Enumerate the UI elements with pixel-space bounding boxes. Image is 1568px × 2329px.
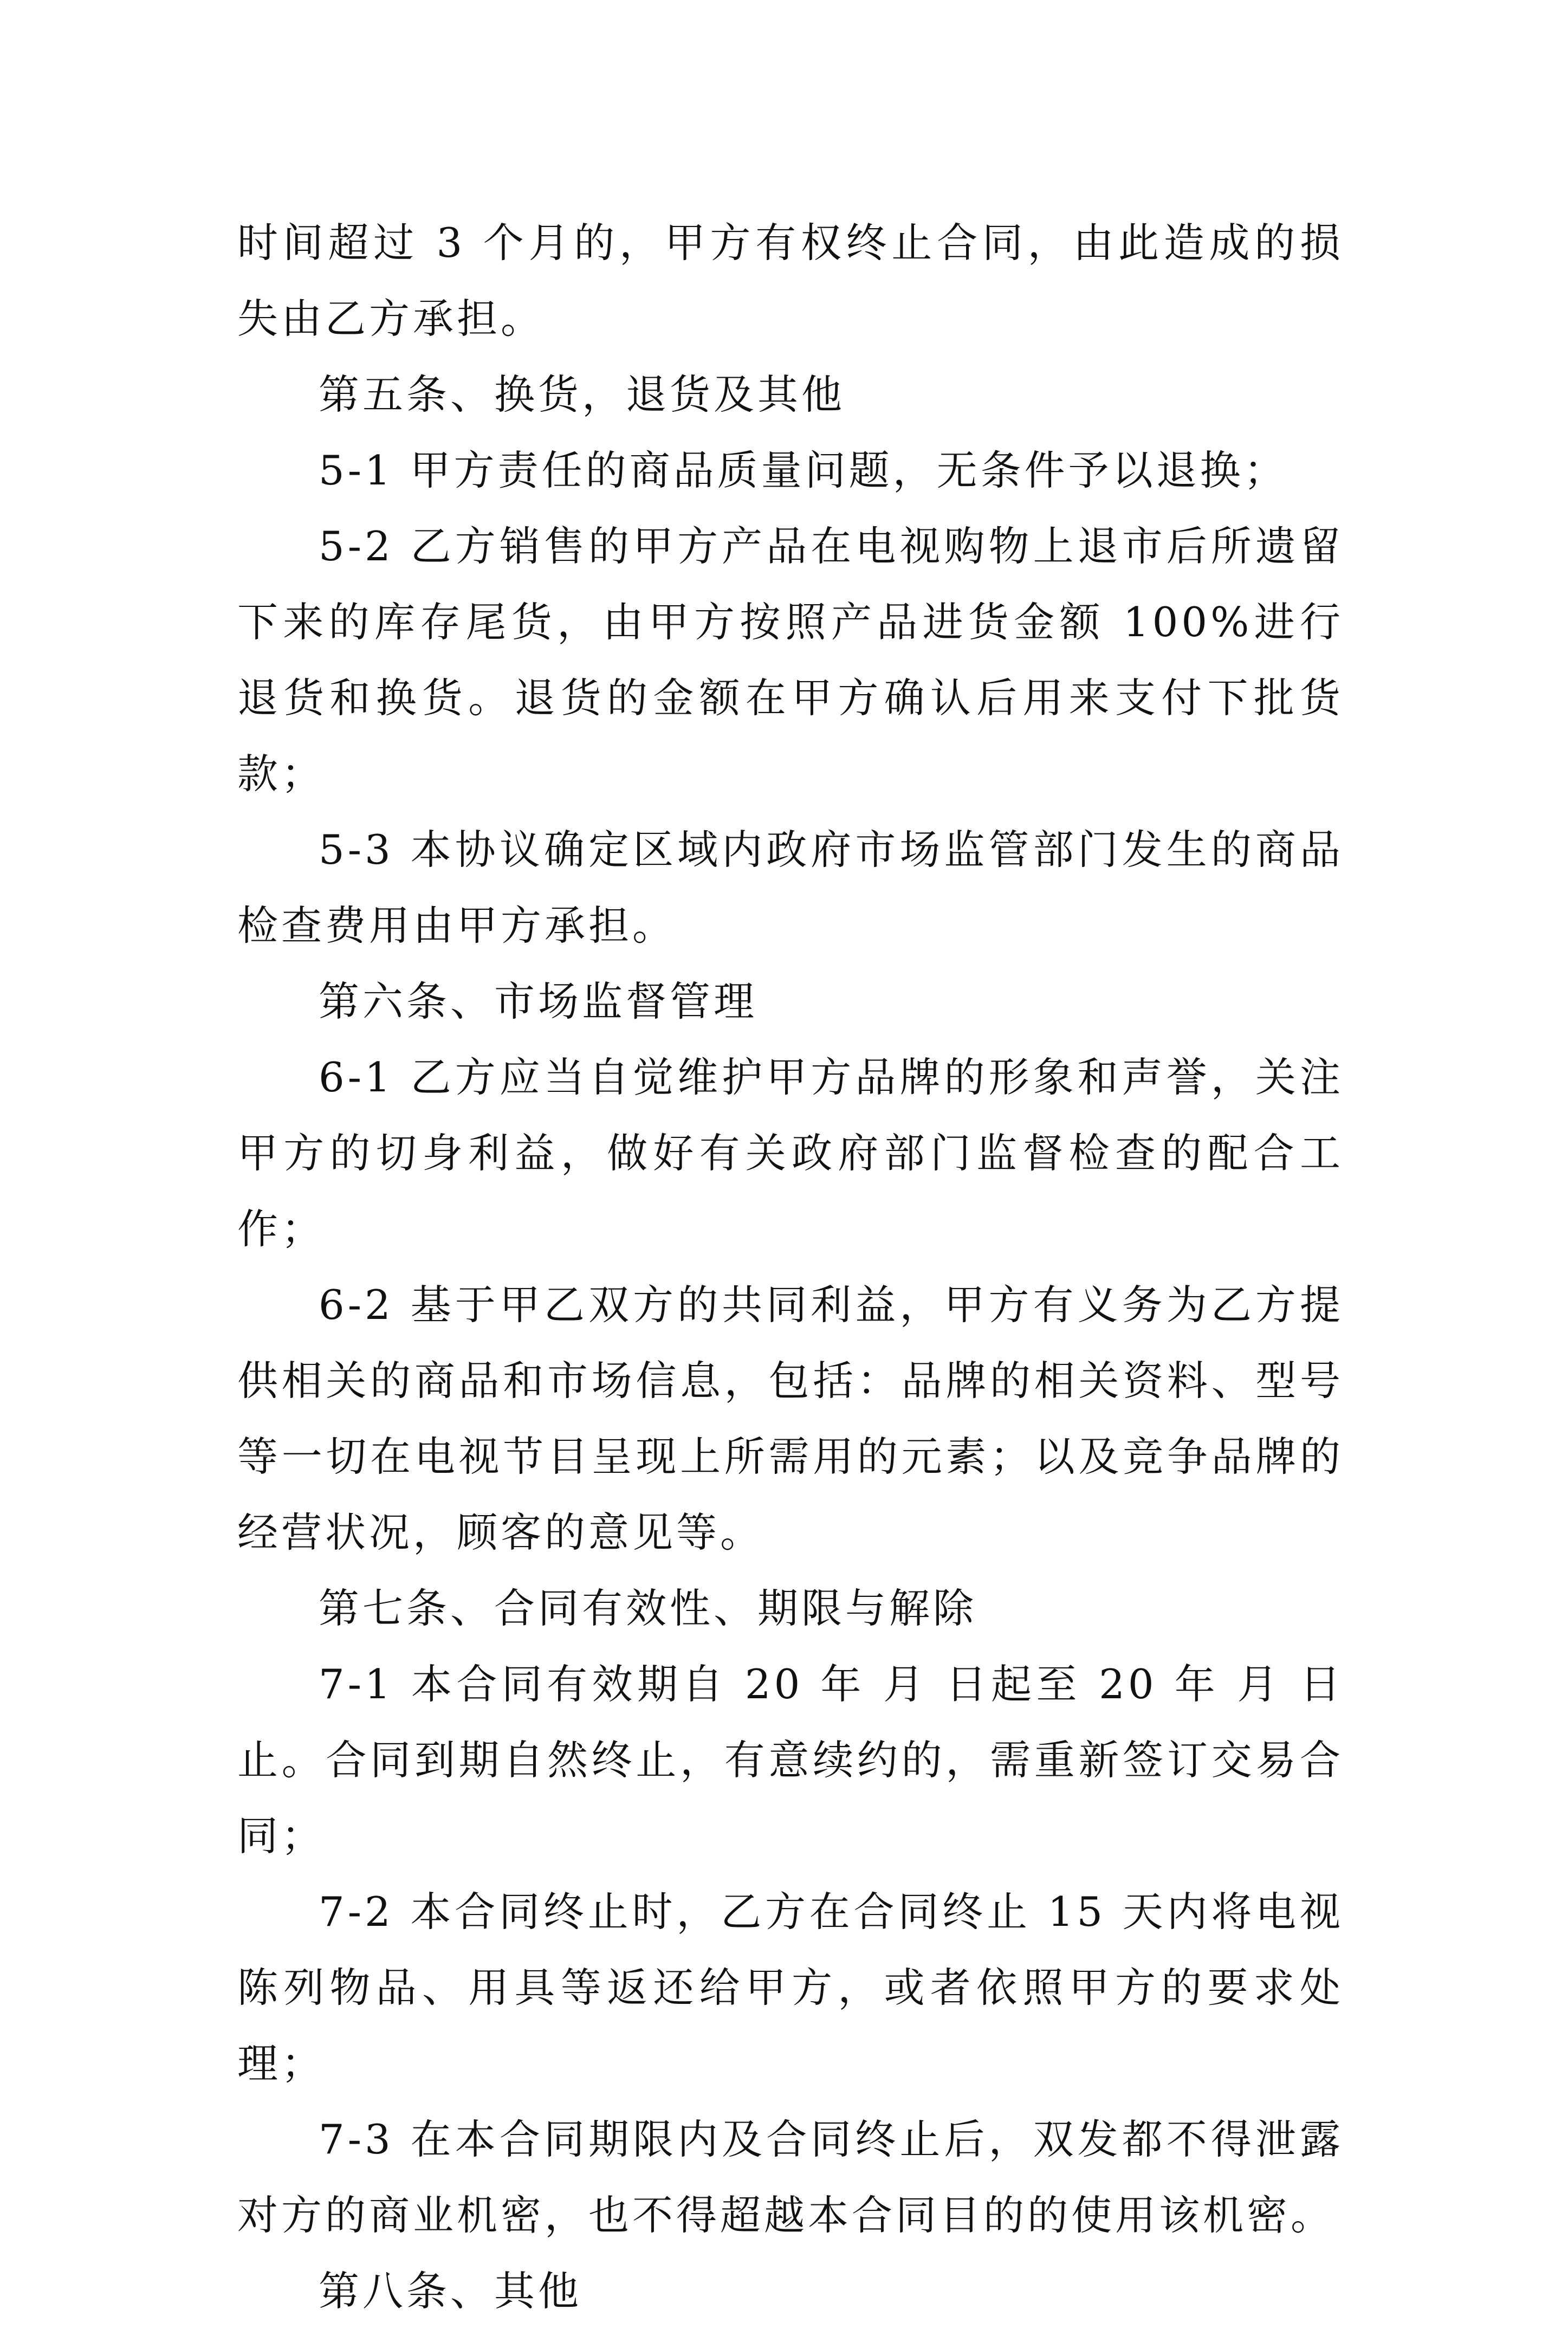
clause-5-1: 5-1 甲方责任的商品质量问题，无条件予以退换； bbox=[319, 447, 1288, 494]
clause-7-2: 7-2 本合同终止时，乙方在合同终止 15 天内将电视陈列物品、用具等返还给甲方，或者依照甲方的要求处理； bbox=[237, 1888, 1344, 2087]
clause-6-2: 6-2 基于甲乙双方的共同利益，甲方有义务为乙方提供相关的商品和市场信息，包括：品牌的相关资料、型号等一切在电视节目呈现上所需用的元素；以及竞争品牌的经营状况，顾客的意见等。 bbox=[237, 1281, 1344, 1556]
clause-5-2: 5-2 乙方销售的甲方产品在电视购物上退市后所遗留下来的库存尾货，由甲方按照产品进货金额 100%进行退货和换货。退货的金额在甲方确认后用来支付下批货款； bbox=[237, 522, 1344, 798]
article-7-heading: 第七条、合同有效性、期限与解除 bbox=[319, 1584, 977, 1632]
article-8-heading: 第八条、其他 bbox=[319, 2267, 582, 2315]
clause-5-3: 5-3 本协议确定区域内政府市场监管部门发生的商品检查费用由甲方承担。 bbox=[237, 826, 1344, 949]
paragraph-continuation: 时间超过 3 个月的，甲方有权终止合同，由此造成的损失由乙方承担。 bbox=[237, 219, 1344, 342]
article-6-heading: 第六条、市场监督管理 bbox=[319, 978, 758, 1025]
contract-body bbox=[237, 205, 1344, 2329]
clause-7-1: 7-1 本合同有效期自 20 年 月 日起至 20 年 月 日止。合同到期自然终止，有意续约的，需重新签订交易合同； bbox=[237, 1660, 1344, 1860]
article-5-heading: 第五条、换货，退货及其他 bbox=[319, 371, 846, 418]
clause-7-3: 7-3 在本合同期限内及合同终止后，双发都不得泄露对方的商业机密，也不得超越本合同目的的使用该机密。 bbox=[237, 2115, 1344, 2239]
clause-6-1: 6-1 乙方应当自觉维护甲方品牌的形象和声誉，关注甲方的切身利益，做好有关政府部门监督检查的配合工作； bbox=[237, 1053, 1344, 1253]
